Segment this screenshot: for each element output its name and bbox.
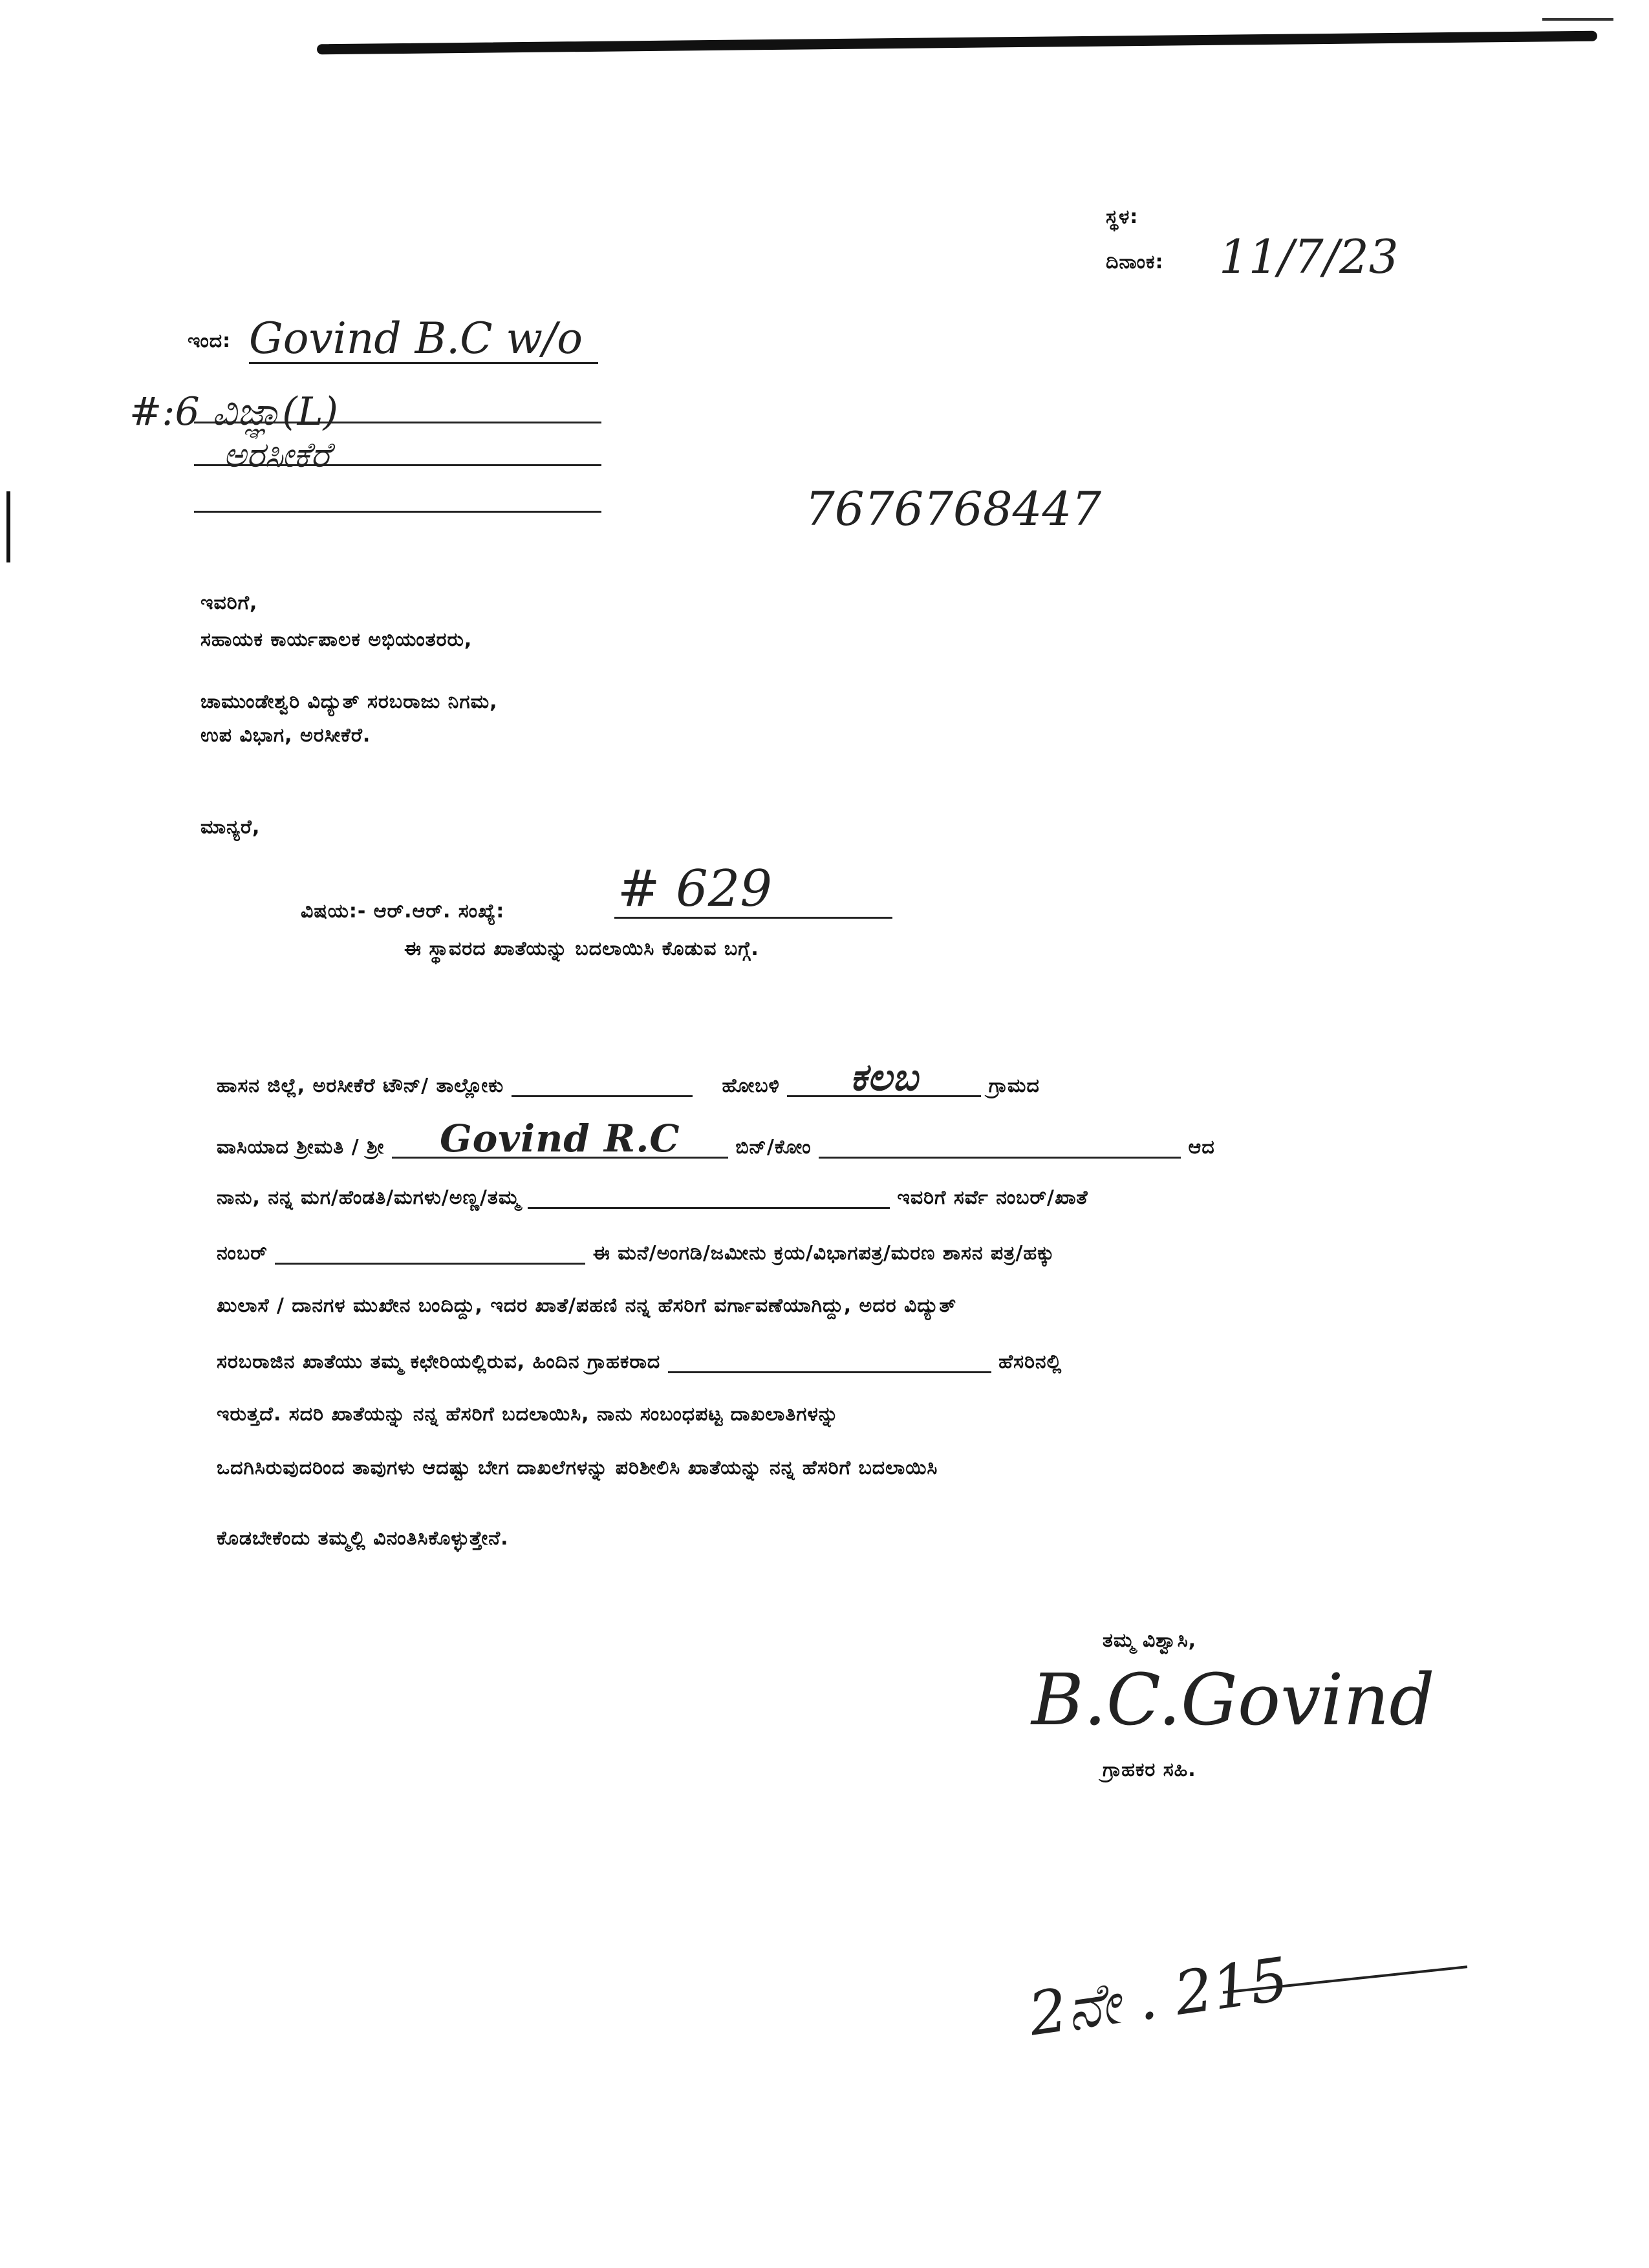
from-line-3: ಅರಸೀಕೆರೆ [223, 434, 330, 475]
to-heading: ಇವರಿಗೆ, [200, 592, 258, 614]
son-of-blank [819, 1134, 1181, 1159]
body-line-2: ವಾಸಿಯಾದ ಶ್ರೀಮತಿ / ಶ್ರೀ Govind R.C ಬಿನ್/ಕೋಂ ಆದ [217, 1117, 1215, 1161]
to-line-3: ಉಪ ವಿಭಾಗ, ಅರಸೀಕೆರೆ. [200, 724, 371, 747]
body-line-3: ನಾನು, ನನ್ನ ಮಗ/ಹೆಂಡತಿ/ಮಗಳು/ಅಣ್ಣ/ತಮ್ಮ ಇವರಿಗೆ ಸರ್ವೆ ನಂಬರ್/ಖಾತೆ [217, 1184, 1088, 1209]
body-line-8: ಒದಗಿಸಿರುವುದರಿಂದ ತಾವುಗಳು ಆದಷ್ಟು ಬೇಗ ದಾಖಲೆಗಳನ್ನು ಪರಿಶೀಲಿಸಿ ಖಾತೆಯನ್ನು ನನ್ನ ಹೆಸರಿಗೆ ಬದಲಾಯಿಸಿ [217, 1457, 938, 1479]
signature: B.C.Govind [1031, 1658, 1435, 1741]
relation-blank [528, 1184, 890, 1209]
date-value: 11/7/23 [1219, 230, 1399, 284]
place-label: ಸ್ಥಳ: [1106, 206, 1139, 228]
body-line-9: ಕೊಡಬೇಕೆಂದು ತಮ್ಮಲ್ಲಿ ವಿನಂತಿಸಿಕೊಳ್ಳುತ್ತೇನೆ. [217, 1527, 509, 1550]
body-line-7: ಇರುತ್ತದೆ. ಸದರಿ ಖಾತೆಯನ್ನು ನನ್ನ ಹೆಸರಿಗೆ ಬದಲಾಯಿಸಿ, ನಾನು ಸಂಬಂಧಪಟ್ಟ ದಾಖಲಾತಿಗಳನ್ನು [217, 1403, 839, 1426]
scan-left-mark [6, 491, 10, 562]
from-rule-3 [194, 464, 601, 466]
body-line-5: ಖುಲಾಸೆ / ದಾನಗಳ ಮುಖೇನ ಬಂದಿದ್ದು, ಇದರ ಖಾತೆ/ಪಹಣಿ ನನ್ನ ಹೆಸರಿಗೆ ವರ್ಗಾವಣೆಯಾಗಿದ್ದು, ಅದರ ವಿದ್ಯುತ್ [217, 1294, 957, 1317]
previous-customer-blank [668, 1349, 991, 1373]
to-line-2: ಚಾಮುಂಡೇಶ್ವರಿ ವಿದ್ಯುತ್ ಸರಬರಾಜು ನಿಗಮ, [200, 690, 498, 713]
scan-top-border [317, 31, 1597, 55]
survey-number-blank [275, 1240, 585, 1265]
subject-label: ವಿಷಯ:- ಆರ್.ಆರ್. ಸಂಖ್ಯೆ: [301, 900, 505, 923]
date-label: ದಿನಾಂಕ: [1106, 251, 1164, 273]
from-label: ಇಂದ: [188, 330, 232, 352]
body-line-1: ಹಾಸನ ಜಿಲ್ಲೆ, ಅರಸೀಕೆರೆ ಟೌನ್/ ತಾಲ್ಲೋಕು ಹೋಬಳಿ ಕಲಬ ಗ್ರಾಮದ [217, 1055, 1040, 1099]
name-field: Govind R.C [392, 1122, 728, 1159]
scan-corner-mark [1542, 18, 1613, 21]
footer-note: 2ನೇ . 215 [1024, 1944, 1293, 2049]
body-line-6: ಸರಬರಾಜಿನ ಖಾತೆಯು ತಮ್ಮ ಕಛೇರಿಯಲ್ಲಿರುವ, ಹಿಂದಿನ ಗ್ರಾಹಕರಾದ ಹೆಸರಿನಲ್ಲಿ [217, 1349, 1062, 1373]
phone-number: 7676768447 [805, 482, 1102, 536]
rr-number: # 629 [618, 860, 773, 918]
village-field: ಕಲಬ [787, 1060, 981, 1097]
rr-number-rule [614, 917, 892, 919]
from-rule-2 [194, 422, 601, 423]
signature-label: ಗ್ರಾಹಕರ ಸಹಿ. [1103, 1759, 1196, 1781]
to-line-1: ಸಹಾಯಕ ಕಾರ್ಯಪಾಲಕ ಅಭಿಯಂತರರು, [200, 628, 473, 651]
subject-line-2: ಈ ಸ್ಥಾವರದ ಖಾತೆಯನ್ನು ಬದಲಾಯಿಸಿ ಕೊಡುವ ಬಗ್ಗೆ. [404, 937, 759, 960]
body-line-4: ನಂಬರ್ ಈ ಮನೆ/ಅಂಗಡಿ/ಜಮೀನು ಕ್ರಯ/ವಿಭಾಗಪತ್ರ/ಮರಣ ಶಾಸನ ಪತ್ರ/ಹಕ್ಕು [217, 1240, 1055, 1265]
taluk-blank [512, 1073, 693, 1097]
from-rule-4 [194, 511, 601, 513]
salutation: ಮಾನ್ಯರೆ, [200, 816, 261, 839]
from-line-2: #:6 ವಿಜ್ಞಾ(L) [129, 389, 338, 434]
from-line-1: Govind B.C w/o [249, 314, 583, 363]
closing: ತಮ್ಮ ವಿಶ್ವಾಸಿ, [1103, 1629, 1197, 1652]
from-rule-1 [249, 362, 598, 364]
